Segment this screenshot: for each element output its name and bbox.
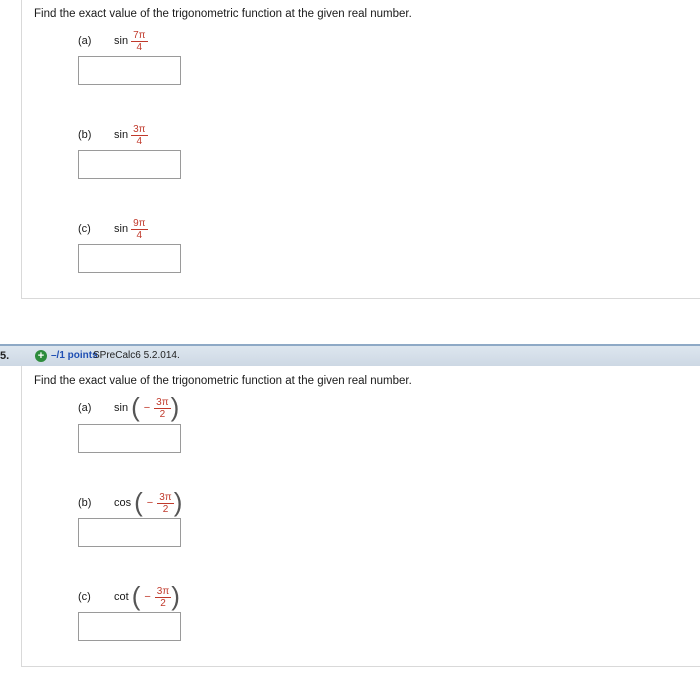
left-paren: (	[131, 392, 140, 422]
fraction	[131, 124, 147, 147]
part-a	[78, 24, 148, 58]
answer-input-b[interactable]	[78, 518, 181, 547]
left-paren: (	[131, 581, 141, 611]
part-c	[78, 212, 148, 246]
part-label: (b)	[78, 497, 92, 509]
denominator: 4	[136, 41, 143, 53]
numerator: 7π	[133, 29, 146, 41]
fraction	[157, 492, 173, 515]
minus-sign: −	[143, 402, 151, 414]
denominator: 2	[162, 503, 169, 515]
question-panel-2	[21, 366, 700, 667]
fraction	[155, 586, 171, 609]
trig-function: sin	[114, 223, 129, 235]
question-prompt: Find the exact value of the trigonometric function at the given real number.	[34, 375, 412, 387]
numerator: 3π	[156, 396, 169, 408]
question-source: SPreCalc6 5.2.014.	[93, 350, 180, 361]
trig-function: sin	[114, 35, 129, 47]
numerator: 3π	[156, 585, 170, 597]
fraction	[131, 30, 147, 53]
right-paren: )	[171, 581, 180, 611]
part-a	[78, 391, 179, 425]
trig-function: sin	[114, 129, 129, 141]
numerator: 9π	[133, 217, 146, 229]
answer-input-c[interactable]	[78, 612, 181, 641]
answer-input-a[interactable]	[78, 424, 181, 453]
minus-sign: −	[144, 591, 151, 603]
denominator: 4	[136, 135, 143, 147]
fraction	[131, 218, 147, 241]
expand-plus-icon[interactable]: +	[35, 350, 47, 362]
points-label[interactable]: –/1 points	[51, 350, 98, 361]
minus-sign: −	[146, 497, 154, 509]
left-paren: (	[134, 487, 143, 517]
part-label: (a)	[78, 402, 92, 414]
right-paren: )	[170, 392, 180, 422]
question-panel-1	[21, 0, 700, 299]
denominator: 4	[136, 229, 143, 241]
part-label: (c)	[78, 591, 91, 603]
part-c	[78, 580, 180, 614]
question-prompt: Find the exact value of the trigonometric function at the given real number.	[34, 8, 412, 20]
question-number: 5.	[0, 350, 10, 362]
part-b	[78, 486, 182, 520]
denominator: 2	[159, 408, 166, 420]
answer-input-b[interactable]	[78, 150, 181, 179]
part-b	[78, 118, 148, 152]
part-label: (a)	[78, 35, 92, 47]
trig-function: cos	[114, 497, 132, 509]
question-header	[0, 344, 700, 366]
right-paren: )	[173, 487, 183, 517]
answer-input-c[interactable]	[78, 244, 181, 273]
fraction	[154, 397, 170, 420]
denominator: 2	[160, 597, 166, 609]
answer-input-a[interactable]	[78, 56, 181, 85]
part-label: (b)	[78, 129, 92, 141]
numerator: 3π	[133, 123, 146, 135]
trig-function: sin	[114, 402, 129, 414]
numerator: 3π	[159, 491, 172, 503]
trig-function: cot	[114, 591, 129, 603]
part-label: (c)	[78, 223, 91, 235]
